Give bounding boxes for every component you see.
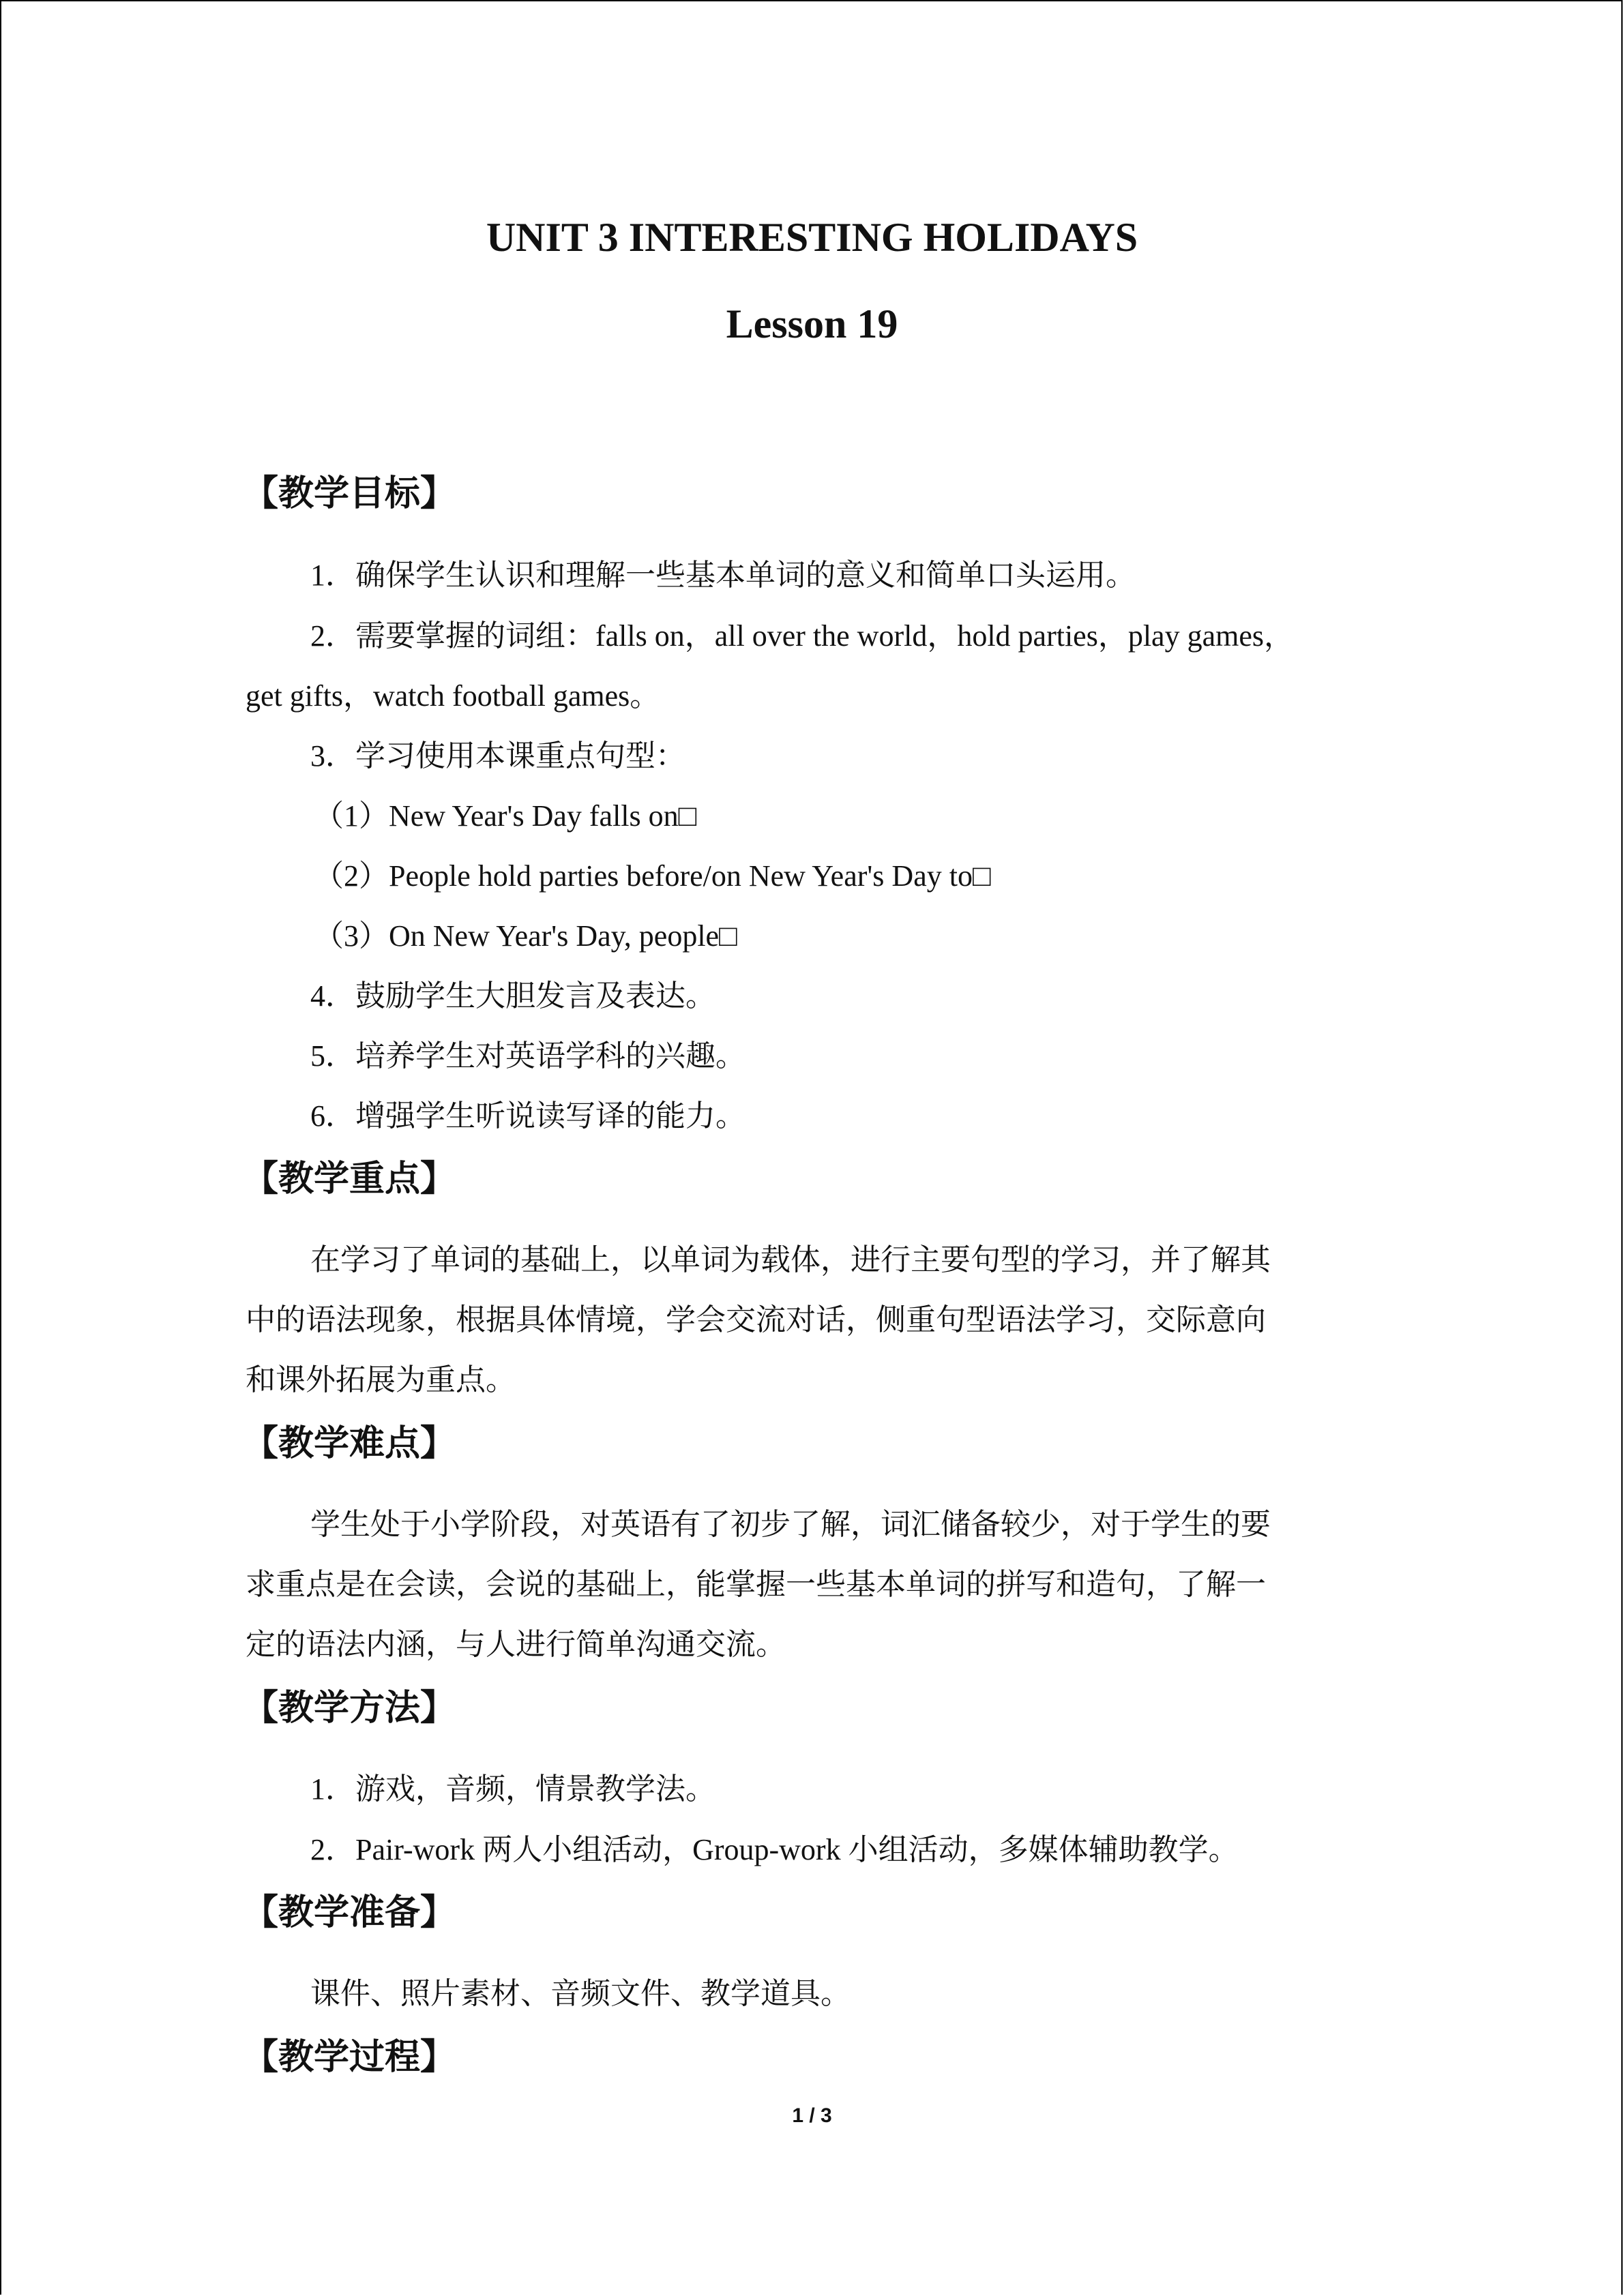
key-points-line-3: 和课外拓展为重点。 xyxy=(246,1363,516,1397)
objective-line-2: 2．需要掌握的词组：falls on，all over the world，hold parties，play games， xyxy=(310,619,1294,653)
preparation-line-1: 课件、照片素材、音频文件、教学道具。 xyxy=(310,1977,851,2010)
section-heading-preparation: 【教学准备】 xyxy=(243,1892,456,1933)
lesson-subtitle: Lesson 19 xyxy=(726,301,898,346)
objective-line-3: 3．学习使用本课重点句型： xyxy=(310,739,685,773)
sentence-pattern-3: （3）On New Year's Day, people□ xyxy=(314,919,737,953)
methods-line-2: 2．Pair-work 两人小组活动，Group-work 小组活动，多媒体辅助教学。 xyxy=(310,1833,1239,1866)
section-heading-process: 【教学过程】 xyxy=(243,2037,456,2078)
methods-line-1: 1．游戏，音频，情景教学法。 xyxy=(310,1772,715,1806)
sentence-pattern-2: （2）People hold parties before/on New Year's Day to□ xyxy=(314,859,991,893)
section-heading-difficulties: 【教学难点】 xyxy=(243,1423,456,1464)
difficulties-line-2: 求重点是在会读，会说的基础上，能掌握一些基本单词的拼写和造句，了解一 xyxy=(246,1568,1266,1601)
key-points-line-2: 中的语法现象，根据具体情境，学会交流对话，侧重句型语法学习，交际意向 xyxy=(246,1303,1266,1337)
page-number: 1 / 3 xyxy=(792,2104,832,2127)
sentence-pattern-1: （1）New Year's Day falls on□ xyxy=(314,799,697,833)
section-heading-key-points: 【教学重点】 xyxy=(243,1159,456,1199)
section-heading-methods: 【教学方法】 xyxy=(243,1688,456,1729)
section-heading-objectives: 【教学目标】 xyxy=(243,473,456,514)
objective-line-1: 1．确保学生认识和理解一些基本单词的意义和简单口头运用。 xyxy=(310,558,1136,592)
difficulties-line-3: 定的语法内涵，与人进行简单沟通交流。 xyxy=(246,1628,786,1661)
objective-line-5: 5．培养学生对英语学科的兴趣。 xyxy=(310,1039,745,1073)
objective-line-4: 4．鼓励学生大胆发言及表达。 xyxy=(310,979,715,1013)
objective-line-6: 6．增强学生听说读写译的能力。 xyxy=(310,1099,745,1133)
difficulties-line-1: 学生处于小学阶段，对英语有了初步了解，词汇储备较少，对于学生的要 xyxy=(310,1508,1271,1541)
document-title: UNIT 3 INTERESTING HOLIDAYS xyxy=(486,215,1138,260)
key-points-line-1: 在学习了单词的基础上，以单词为载体，进行主要句型的学习，并了解其 xyxy=(310,1243,1271,1277)
objective-line-2-cont: get gifts，watch football games。 xyxy=(246,679,660,713)
